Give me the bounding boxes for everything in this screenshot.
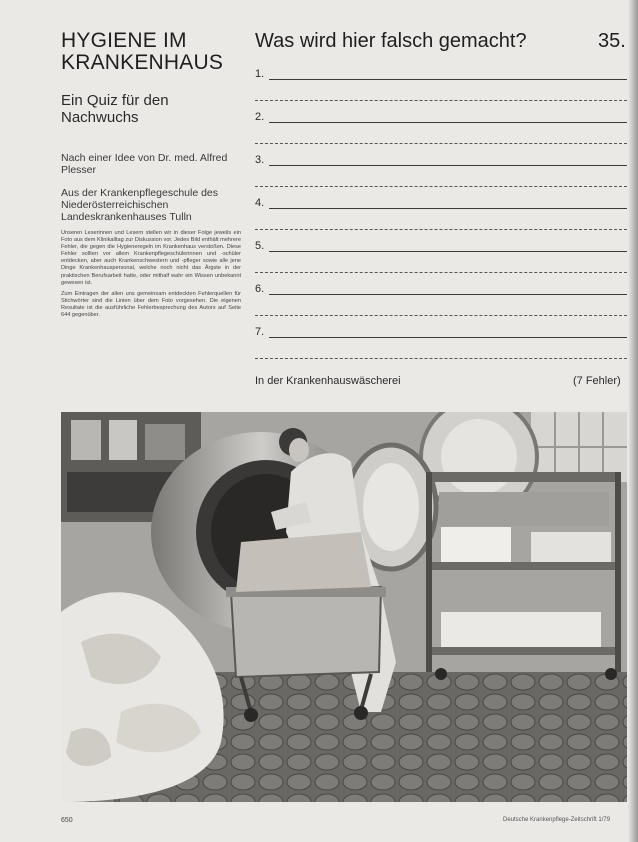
answer-row[interactable]	[255, 283, 627, 326]
answer-line[interactable]	[255, 272, 627, 273]
article-subtitle: Ein Quiz für den Nachwuchs	[61, 92, 169, 126]
answer-line[interactable]	[269, 165, 627, 166]
answer-row[interactable]	[255, 154, 627, 197]
answer-row[interactable]	[255, 197, 627, 240]
intro-paragraph: Unseren Leserinnen und Lesern stellen wir in dieser Folge jeweils ein Foto aus dem Klinikalltag zur Diskussion vor. Jedes Bild enthält mehrere Fehler, die gegen die Hygieneregeln im Krankenhaus verstoßen. Diese Fehler sollten vor allem Krankenpflegeschülerinnen und -schüler entdecken, aber auch Krankenschwestern und -pfleger sowie alle jene Dinge Krankenhauspersonal, welche noch nicht das Ärgste in der praktischen Berufsarbeit hatte, oder mithalf wahr ein Wissen unbekannt gewesen ist.	[61, 230, 241, 286]
byline: Nach einer Idee von Dr. med. Alfred Plesser	[61, 152, 228, 176]
answer-line[interactable]	[269, 337, 627, 338]
article-header	[61, 30, 237, 223]
answer-line[interactable]	[255, 100, 627, 101]
answer-line[interactable]	[255, 315, 627, 316]
article-title: HYGIENE IM KRANKENHAUS	[61, 29, 224, 74]
answer-number: 4.	[255, 197, 265, 209]
answer-row[interactable]	[255, 111, 627, 154]
answer-number: 7.	[255, 326, 265, 338]
school-credit: Aus der Krankenpflegeschule des Niederösterreichischen Landeskrankenhauses Tulln	[61, 187, 219, 223]
quiz-title: Was wird hier falsch gemacht?	[255, 30, 527, 52]
answer-line[interactable]	[255, 143, 627, 144]
answer-line[interactable]	[269, 208, 627, 209]
answer-row[interactable]	[255, 326, 627, 369]
intro-paragraph: Zum Eintragen der allen uns gemeinsam entdeckten Fehlerquellen für Stichwörter sind die Linien über dem Foto vorgesehen. Die eigenen Resultate ist die ausführliche Fehlerbesprechung des Autors auf Seite 644 gegenüber.	[61, 290, 241, 319]
laundry-scene-image	[61, 412, 627, 802]
answer-line[interactable]	[255, 229, 627, 230]
laundry-photo	[61, 412, 627, 802]
answer-line[interactable]	[255, 186, 627, 187]
answer-line[interactable]	[269, 251, 627, 252]
answer-number: 3.	[255, 154, 265, 166]
answer-number: 6.	[255, 283, 265, 295]
page-edge-shadow	[628, 0, 638, 842]
answer-row[interactable]	[255, 68, 627, 111]
journal-reference: Deutsche Krankenpflege-Zeitschrift 1/79	[503, 817, 611, 823]
answer-line[interactable]	[269, 122, 627, 123]
answer-number: 1.	[255, 68, 265, 80]
answer-row[interactable]	[255, 240, 627, 283]
answer-number: 5.	[255, 240, 265, 252]
answer-line[interactable]	[269, 294, 627, 295]
photo-caption: In der Krankenhauswäscherei	[255, 375, 401, 387]
answer-list	[255, 68, 627, 369]
answer-number: 2.	[255, 111, 265, 123]
answer-line[interactable]	[255, 358, 627, 359]
page-number: 650	[61, 817, 73, 824]
error-count: (7 Fehler)	[573, 375, 621, 387]
quiz-number: 35.	[598, 30, 626, 52]
answer-line[interactable]	[269, 79, 627, 80]
intro-text	[61, 230, 241, 323]
